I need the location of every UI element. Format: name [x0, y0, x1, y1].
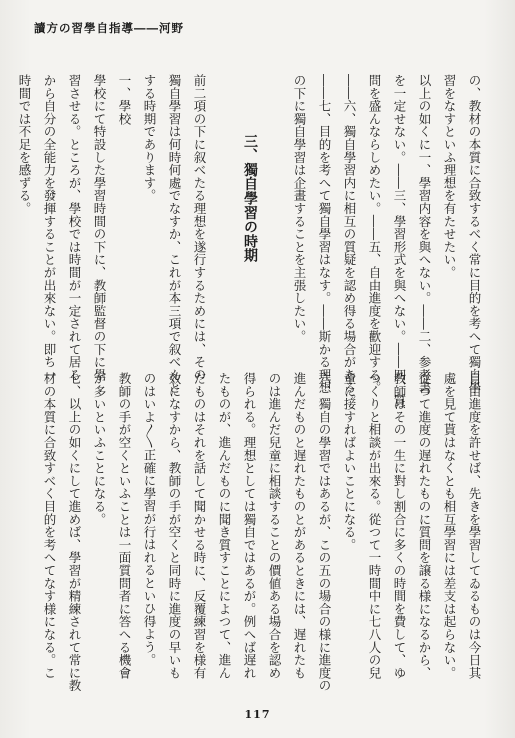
text-line: 處を見て貰はなくとも相互學習には差支は起らない。	[442, 372, 457, 680]
text-line: 六、獨自の學習ではあるが、この五の場合の様に進度の	[317, 372, 332, 692]
text-line: 教師はその一生に對し割合に多くの時間を費して、ゆ	[392, 372, 407, 680]
text-line	[212, 74, 237, 358]
running-head: 讀方の習學自指導――河野	[34, 21, 184, 35]
text-line: 學校にて特設した學習時間の下に、教師監督の下に學	[92, 74, 107, 382]
text-line: の下に獨自學習は企畫することを主張したい。	[292, 74, 307, 343]
text-line: の、教材の本質に合致するべく常に目的を考へて獨自學	[467, 74, 482, 394]
text-line: 習をなすといふ理想を有たせたい。	[442, 74, 457, 279]
text-line: 童に接すればよいことになる。	[342, 372, 357, 552]
text-line: のは進んだ兒童に相談することの價値ある場合を認め	[267, 372, 282, 680]
text-line	[262, 74, 287, 358]
section-heading: 三、獨自學習の時期	[242, 134, 258, 263]
text-line: から自分の全能力を發揮することが出來ない。即ち一	[42, 74, 57, 382]
text-line: 前二項の下に叙べたる理想を遂行するためには、その	[192, 74, 207, 382]
text-line: のはいよ〳〵正確に學習が行はれるといひ得よう。	[142, 372, 157, 667]
text-line: たものが、進んだものに聞き質すことによつて、進ん	[217, 372, 232, 680]
text-line: ――六、獨自學習内に相互の質疑を認め得る場合がある。	[342, 74, 357, 407]
text-line: 得られる。理想としては獨自ではあるが。例へば遅れ	[242, 372, 257, 680]
text-line: 習させる。ところが、學校では時間が一定されて居る	[67, 74, 82, 382]
text-line: が多いといふことになる。	[92, 372, 107, 526]
page-number: 117	[244, 708, 271, 721]
upper-text-block	[12, 74, 487, 407]
lower-text-block	[37, 372, 487, 692]
text-line: を一定せない。――三、學習形式を與へない。――四、質	[392, 74, 407, 407]
text-line: 時間では不足を感ずる。	[17, 74, 32, 215]
text-line: 自由進度を許せば、先きを學習してゐるものは今日其	[467, 372, 482, 680]
text-line: ――七、目的を考へて獨自學習はなす。――斯かる理想	[317, 74, 332, 394]
text-line: 七、以上の如くにして進めば、學習が精練されて常に教	[67, 372, 82, 692]
text-line: 問を盛んならしめたい。――五、自由進度を歡迎する。	[367, 74, 382, 394]
text-line: だものはそれを話して聞かせる時に、反覆練習を様有	[192, 372, 207, 680]
text-line: 以上の如くに一、學習内容を與へない。――二、参考書	[417, 74, 432, 394]
text-line: 材の本質に合致すべく目的を考へてなす様になる。こ	[42, 372, 57, 680]
text-line: 從つて進度の遅れたものに質問を譲る様になるから、	[417, 372, 432, 680]
text-line: 獨自學習は何時何處でなすか、これが本三項で叙べんと	[167, 74, 182, 394]
text-line: つくりと相談が出來る。從つて一時間中に七八人の兒	[367, 372, 382, 680]
text-line: 效になすから、教師の手が空くと同時に進度の早いも	[167, 372, 182, 680]
text-line: 一、學校	[117, 74, 132, 126]
text-line: する時期であります。	[142, 74, 157, 202]
text-line: 進んだものと遅れたものとがあるときには、遅れたも	[292, 372, 307, 680]
text-line: 教師の手が空くといふことは一面質問者に答へる機會	[117, 372, 132, 680]
